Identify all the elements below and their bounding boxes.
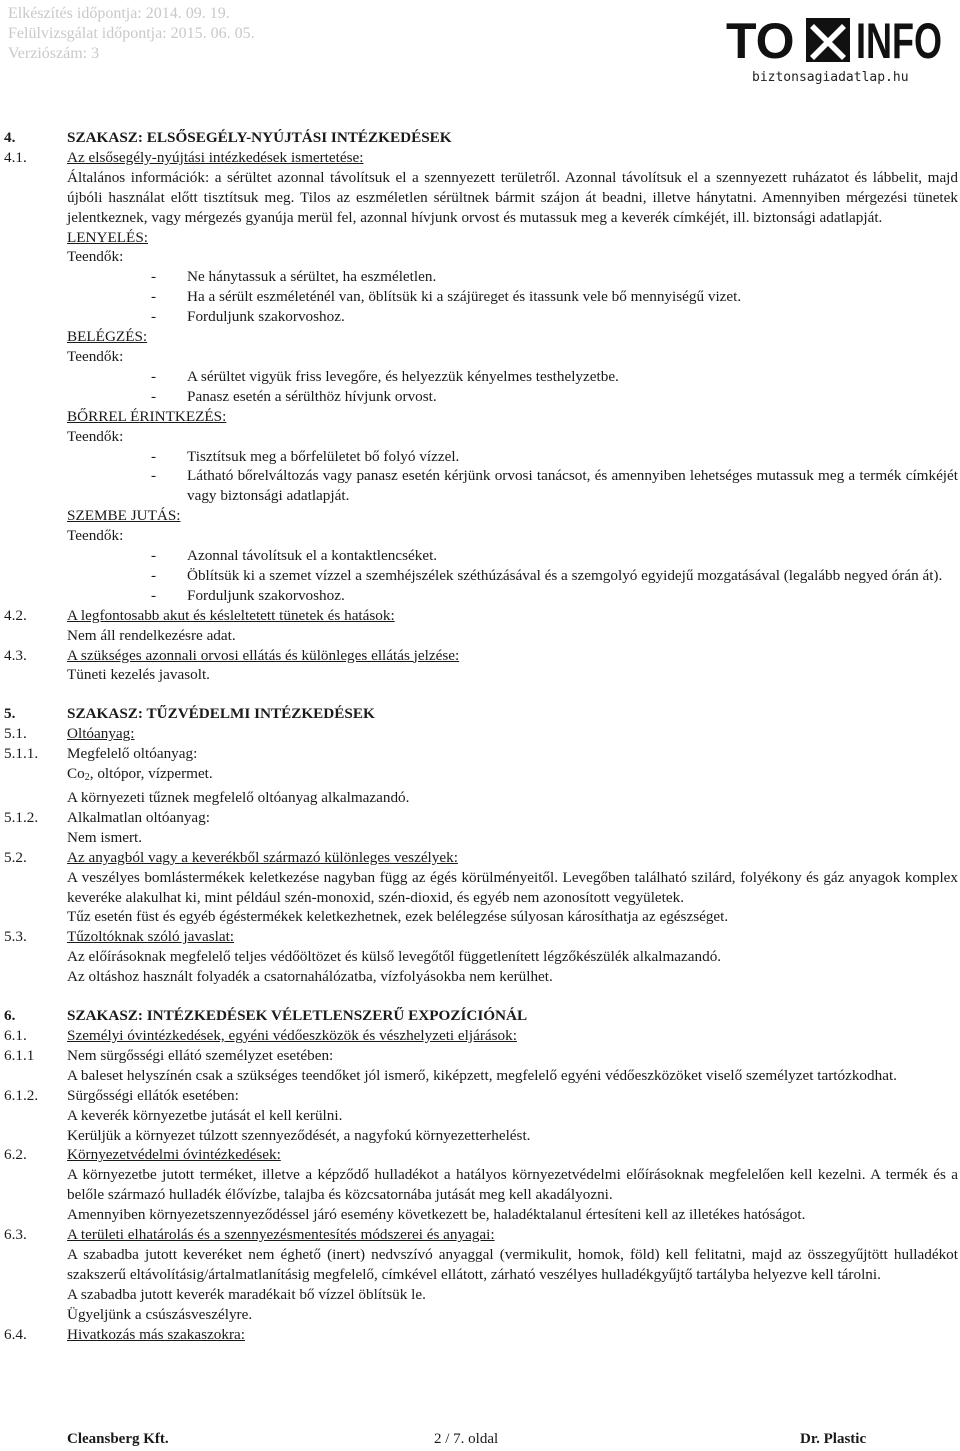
page-header — [0, 0, 960, 110]
eye-contact-heading: SZEMBE JUTÁS: — [67, 507, 181, 525]
section-4-3-text: Tüneti kezelés javasolt. — [67, 666, 210, 684]
section-6-2-text: A környezetbe jutott terméket, illetve a képződő hulladékot a hatályos környezetvédelmi előírásoknak megfelelően kell kezelni. A termék és a belőle származó hulladék élővízbe, talajba és közcsatornába jutását meg kell akadályozni. — [67, 1166, 958, 1204]
todo-label: Teendők: — [67, 347, 124, 365]
section-6-3-text3: Ügyeljünk a csúszásveszélyre. — [67, 1305, 253, 1323]
toxinfo-logo — [726, 14, 942, 66]
footer-product: Dr. Plastic — [800, 1431, 867, 1447]
page-footer — [0, 1431, 960, 1451]
page-number: 2 / 7. oldal — [434, 1431, 499, 1447]
section-5-1-2-heading: 5.1.2. Alkalmatlan oltóanyag: — [4, 808, 210, 826]
section-6-3-text2: A szabadba jutott keverék maradékait bő vízzel öblítsük le. — [67, 1285, 426, 1303]
section-6-1-2-text2: Kerüljük a környezet túlzott szennyeződését, a nagyfokú környezetterhelést. — [67, 1126, 531, 1144]
section-5-1-2-text: Nem ismert. — [67, 828, 143, 846]
section-4-3-heading: 4.3. A szükséges azonnali orvosi ellátás és különleges ellátás jelzése: — [4, 646, 460, 664]
section-6-3-heading: 6.3. A területi elhatárolás és a szennyezésmentesítés módszerei és anyagai: — [4, 1226, 495, 1244]
document-body — [0, 128, 960, 1344]
list-item: - Forduljunk szakorvoshoz. — [151, 586, 345, 604]
section-5-3-heading: 5.3. Tűzoltóknak szóló javaslat: — [4, 928, 235, 946]
skin-contact-heading: BŐRREL ÉRINTKEZÉS: — [67, 407, 227, 425]
list-item: - A sérültet vigyük friss levegőre, és helyezzük kényelmes testhelyzetbe. — [151, 367, 619, 385]
section-6-1-2-heading: 6.1.2. Sürgősségi ellátók esetében: — [4, 1086, 239, 1104]
section-6-1-2-text: A keverék környezetbe jutását el kell kerülni. — [67, 1106, 343, 1124]
section-4-1-text: Általános információk: a sérültet azonnal távolítsuk el a szennyezett területről. Azonnal távolítsuk el a szennyezett ruházatot és lábbelit, majd újbóli használat előtt tisztítsuk meg. Tilos az eszméletlen sérültnek bármit szájon át beadni, illetve hánytatni. Amennyiben mérgezési tünetek jelentkeznek, vagy mérgezés gyanúja merül fel, azonnal hívjunk orvost és mutassuk meg a keverék címkéjét, ill. biztonsági adatlapját. — [67, 168, 958, 226]
section-5-3-text2: Az oltáshoz használt folyadék a csatornahálózatba, vízfolyásokba nem kerülhet. — [67, 968, 553, 986]
hazard-x-icon — [806, 18, 850, 62]
section-6-4-heading: 6.4. Hivatkozás más szakaszokra: — [4, 1325, 245, 1343]
list-item: - Ne hánytassuk a sérültet, ha eszméletlen. — [151, 268, 437, 286]
section-6-1-heading: 6.1. Személyi óvintézkedések, egyéni védőeszközök és vészhelyzeti eljárások: — [4, 1026, 517, 1044]
list-item: - Tisztítsuk meg a bőrfelületet bő folyó vízzel. — [151, 447, 460, 465]
list-item: - Panasz esetén a sérülthöz hívjunk orvost. — [151, 387, 437, 405]
list-item: - Látható bőrelváltozás vagy panasz esetén kérjünk orvosi tanácsot, és amennyiben lehetséges mutassuk meg a termék címkéjét vagy biztonsági adatlapját. — [151, 467, 958, 505]
section-6-2-text2: Amennyiben környezetszennyeződéssel járó esemény következett be, haladéktalanul értesíteni kell az illetékes hatóságot. — [67, 1206, 806, 1224]
todo-label: Teendők: — [67, 427, 124, 445]
section-6-3-text: A szabadba jutott keveréket nem éghető (inert) nedvszívó anyaggal (vermikulit, homok, föld) kell felitatni, majd az összegyűjtött hulladékot szakszerű eltávolításig/ártalmatlanításig megfelelő, címkével ellátott, zárható veszélyes hulladékgyűjtő tartályba helyezve kell tárolni. — [67, 1245, 958, 1283]
inhalation-heading: BELÉGZÉS: — [67, 328, 148, 346]
section-6-2-heading: 6.2. Környezetvédelmi óvintézkedések: — [4, 1146, 281, 1164]
todo-label: Teendők: — [67, 527, 124, 545]
section-5-2-text: A veszélyes bomlástermékek keletkezése nagyban függ az égés körülményeitől. Levegőben található szilárd, folyékony és gáz anyagok komplex keveréke alakulhat ki, mint például szén-monoxid, szén-dioxid, és egyéb nem azonosított vegyületek. — [67, 868, 958, 906]
section-5-1-1-text2: A környezeti tűznek megfelelő oltóanyag alkalmazandó. — [67, 789, 410, 806]
todo-label: Teendők: — [67, 248, 124, 266]
section-5-1-heading: 5.1. Oltóanyag: — [4, 725, 135, 743]
section-4-heading: 4. SZAKASZ: ELSŐSEGÉLY-NYÚJTÁSI INTÉZKEDÉSEK — [4, 129, 452, 146]
site-url: biztonsagiadatlap.hu — [752, 70, 909, 85]
list-item: - Forduljunk szakorvoshoz. — [151, 308, 345, 326]
section-5-heading: 5. SZAKASZ: TŰZVÉDELMI INTÉZKEDÉSEK — [4, 705, 375, 723]
list-item: - Ha a sérült eszméleténél van, öblítsük ki a szájüreget és itassunk vele bő mennyiségű vizet. — [151, 288, 742, 306]
section-5-1-1-text: $Co_2$, oltópor, vízpermet. — [67, 765, 213, 784]
logo-text-left: TO — [726, 14, 795, 66]
section-5-3-text: Az előírásoknak megfelelő teljes védőöltözet és külső levegőtől független​ített légzőkészülék alkalmazandó. — [67, 948, 722, 966]
version-number: Verziószám: 3 — [8, 45, 100, 62]
section-6-heading: 6. SZAKASZ: INTÉZKEDÉSEK VÉLETLENSZERŰ EXPOZÍCIÓNÁL — [4, 1007, 528, 1025]
section-5-2-text2: Tűz esetén füst és egyéb égéstermékek keletkezhetnek, ezek belélegzése súlyosan károsíthatja az egészséget. — [67, 908, 729, 926]
section-4-2-text: Nem áll rendelkezésre adat. — [67, 626, 236, 644]
prepared-date: Elkészítés időpontja: 2014. 09. 19. — [8, 5, 230, 22]
section-6-1-1-text: A baleset helyszínén csak a szükséges teendőket jól ismerő, kiképzett, megfelelő egyéni védőeszközöket viselő személyzet tartózkodhat. — [67, 1066, 897, 1084]
list-item: - Öblítsük ki a szemet vízzel a szemhéjszélek széthúzásával és a szemgolyó egyidejű mozgatásával (legalább negyed órán át). — [151, 566, 943, 584]
logo-text-right: INFO — [856, 14, 942, 66]
section-4-2-heading: 4.2. A legfontosabb akut és késleltetett tünetek és hatások: — [4, 606, 395, 624]
revision-date: Felülvizsgálat időpontja: 2015. 06. 05. — [8, 25, 255, 42]
footer-company: Cleansberg Kft. — [67, 1431, 169, 1447]
section-5-2-heading: 5.2. Az anyagból vagy a keverékből származó különleges veszélyek: — [4, 848, 458, 866]
list-item: - Azonnal távolítsuk el a kontaktlencséket. — [151, 547, 438, 565]
document-dates — [8, 4, 255, 64]
section-5-1-1-heading: 5.1.1. Megfelelő oltóanyag: — [4, 745, 198, 763]
ingestion-heading: LENYELÉS: — [67, 228, 148, 246]
section-6-1-1-heading: 6.1.1 Nem sürgősségi ellátó személyzet esetében: — [4, 1046, 334, 1064]
section-4-1-heading: 4.1. Az elsősegély-nyújtási intézkedések ismertetése: — [4, 148, 364, 166]
